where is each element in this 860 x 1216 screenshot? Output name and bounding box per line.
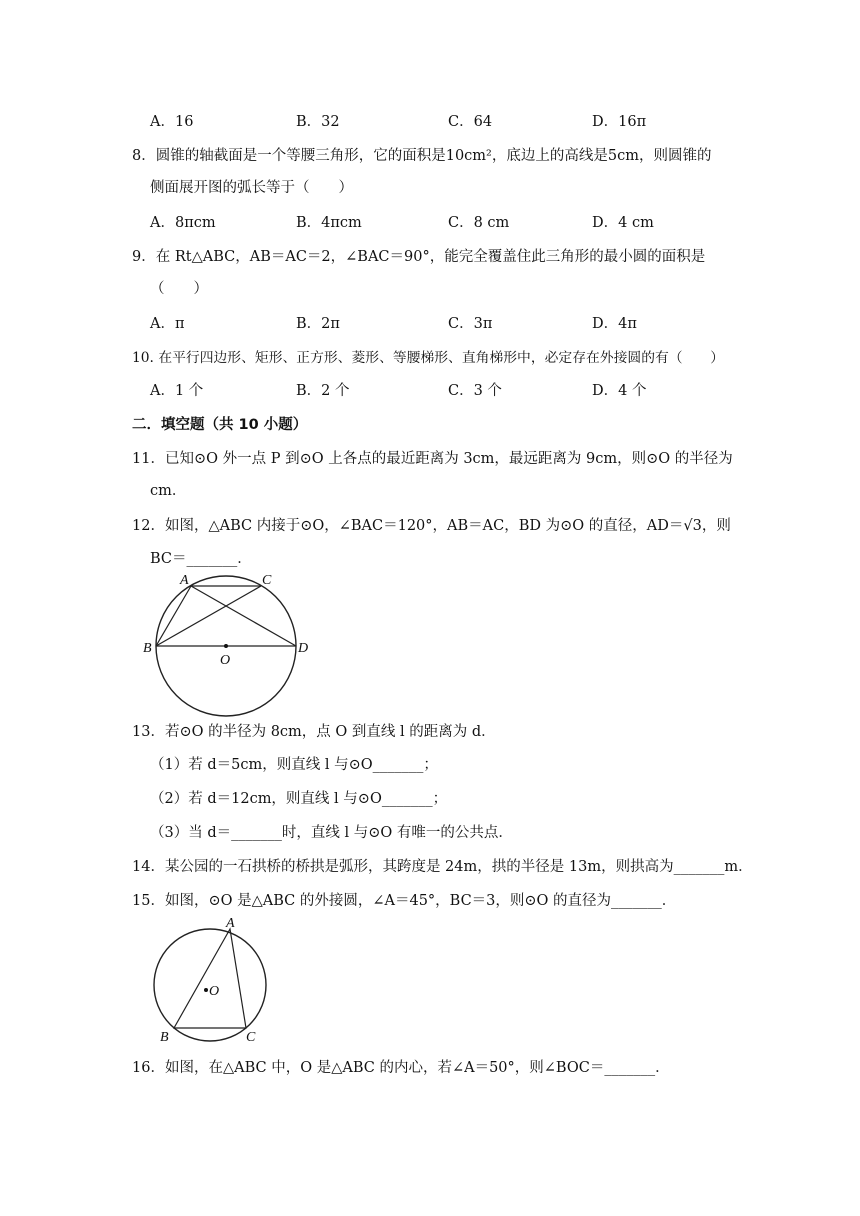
q8-option-c: C．8 cm xyxy=(448,215,510,231)
q12-stem-line2: BC＝_______． xyxy=(150,551,252,567)
q8-option-d: D．4 cm xyxy=(592,215,654,231)
q15-label-o: O xyxy=(209,984,220,999)
q7-option-a: A．16 xyxy=(150,114,194,130)
q8-option-b: B．4πcm xyxy=(296,215,362,231)
q15-label-b: B xyxy=(160,1030,169,1045)
q9-option-b: B．2π xyxy=(296,316,340,332)
q9-option-d: D．4π xyxy=(592,316,637,332)
q12-label-b: B xyxy=(143,641,152,656)
q12-label-o: O xyxy=(220,653,231,668)
q13-sub3: （3）当 d＝_______时，直线 l 与⊙O 有唯一的公共点． xyxy=(150,825,513,841)
q12-segment-ab xyxy=(156,586,191,646)
q10-option-b: B．2 个 xyxy=(296,383,350,399)
q12-label-a: A xyxy=(180,573,189,588)
q12-label-c: C xyxy=(262,573,272,588)
q9-option-a: A．π xyxy=(150,316,185,332)
q11-stem-line1: 11．已知⊙O 外一点 P 到⊙O 上各点的最近距离为 3cm，最远距离为 9cm，则⊙O 的半径为 xyxy=(132,451,733,467)
q12-center-dot xyxy=(224,644,228,648)
section-title: 二．填空题（共 10 小题） xyxy=(132,417,308,433)
q7-option-b: B．32 xyxy=(296,114,340,130)
q12-label-d: D xyxy=(298,641,309,656)
q12-segment-bc xyxy=(156,586,261,646)
question-14: 14．某公园的一石拱桥的桥拱是弧形，其跨度是 24m，拱的半径是 13m，则拱高为_______m． xyxy=(132,859,753,875)
q13-sub2: （2）若 d＝12cm，则直线 l 与⊙O_______； xyxy=(150,791,448,807)
q10-option-a: A．1 个 xyxy=(150,383,204,399)
q8-stem-line2: 侧面展开图的弧长等于（ ） xyxy=(150,180,353,196)
q15-label-c: C xyxy=(246,1030,256,1045)
q11-stem-line2: cm． xyxy=(150,483,187,499)
q15-triangle xyxy=(174,929,246,1028)
q12-figure xyxy=(140,572,310,712)
question-16: 16．如图，在△ABC 中，O 是△ABC 的内心，若∠A＝50°，则∠BOC＝_______． xyxy=(132,1060,670,1076)
q12-segment-ad xyxy=(191,586,296,646)
q8-stem-line1: 8．圆锥的轴截面是一个等腰三角形，它的面积是10cm²，底边上的高线是5cm，则圆锥的 xyxy=(132,148,712,164)
q9-stem-line2: （ ） xyxy=(150,281,208,297)
q12-stem-line1: 12．如图，△ABC 内接于⊙O，∠BAC＝120°，AB＝AC，BD 为⊙O 的直径，AD＝√3，则 xyxy=(132,518,731,534)
q7-option-c: C．64 xyxy=(448,114,493,130)
q15-figure xyxy=(146,917,276,1047)
q10-option-c: C．3 个 xyxy=(448,383,502,399)
q9-option-c: C．3π xyxy=(448,316,493,332)
q10-option-d: D．4 个 xyxy=(592,383,647,399)
q8-option-a: A．8πcm xyxy=(150,215,216,231)
q15-stem: 15．如图，⊙O 是△ABC 的外接圆，∠A＝45°，BC＝3，则⊙O 的直径为_______． xyxy=(132,893,677,909)
q10-stem: 10. 在平行四边形、矩形、正方形、菱形、等腰梯形、直角梯形中，必定存在外接圆的有（ ） xyxy=(132,350,724,366)
q13-stem: 13．若⊙O 的半径为 8cm，点 O 到直线 l 的距离为 d． xyxy=(132,724,496,740)
q15-center-dot xyxy=(204,988,208,992)
q15-label-a: A xyxy=(226,916,235,931)
q7-option-d: D．16π xyxy=(592,114,647,130)
q13-sub1: （1）若 d＝5cm，则直线 l 与⊙O_______； xyxy=(150,757,438,773)
q9-stem-line1: 9．在 Rt△ABC，AB＝AC＝2，∠BAC＝90°，能完全覆盖住此三角形的最小圆的面积是 xyxy=(132,249,706,265)
